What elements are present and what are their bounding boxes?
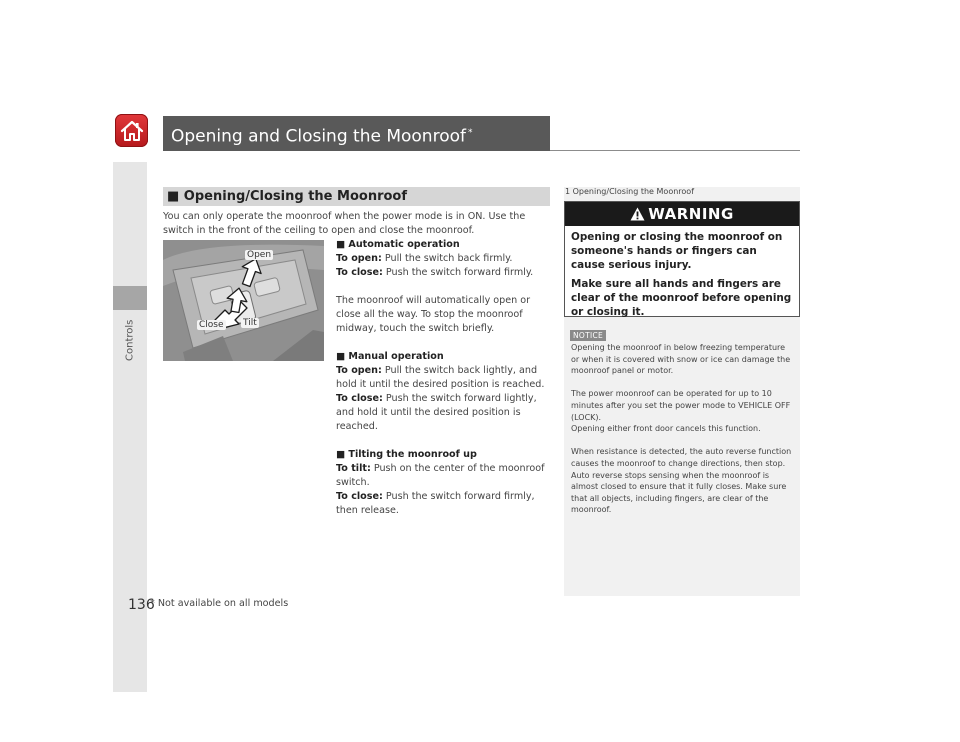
manual-close-line: [336, 392, 552, 434]
warning-body: [565, 226, 799, 319]
warning-box: [564, 201, 800, 317]
page-title-text: Opening and Closing the Moonroof: [171, 126, 466, 147]
auto-open-line: [336, 252, 552, 266]
auto-note: The moonroof will automatically open or close all the way. To stop the moonroof midway, touch the switch briefly.: [336, 295, 531, 334]
switch-drawing: [163, 240, 324, 361]
tilt-close-text: Push the switch forward firmly, then release.: [336, 491, 535, 516]
notice-text: Opening the moonroof in below freezing temperature or when it is covered with snow or ice can damage the moonroof panel or motor.: [571, 343, 791, 376]
manual-close-label: To close:: [336, 393, 383, 404]
footnote: * Not available on all models: [150, 598, 289, 609]
auto-open-text: Pull the switch back firmly.: [381, 253, 513, 264]
auto-close-line: [336, 266, 552, 280]
warning-title: WARNING: [648, 205, 734, 223]
sidebar-reference: 1 Opening/Closing the Moonroof: [565, 187, 695, 196]
page-number: 136: [128, 597, 155, 613]
label-open: Open: [247, 250, 272, 260]
timer-text: The power moonroof can be operated for up to 10 minutes after you set the power mode to VEHICLE OFF (LOCK).: [571, 389, 791, 422]
section-tab-marker: [113, 286, 147, 310]
label-close: Close: [199, 320, 224, 330]
manual-open-line: [336, 364, 552, 392]
warning-text-2: Make sure all hands and fingers are clear of the moonroof before opening or closing it.: [571, 277, 792, 319]
manual-close-text: Push the switch forward lightly, and hold it until the desired position is reached.: [336, 393, 537, 432]
home-button[interactable]: [115, 114, 148, 147]
home-icon: [120, 120, 144, 142]
auto-open-label: To open:: [336, 253, 382, 264]
section-label[interactable]: Controls: [124, 319, 136, 361]
manual-open-text: Pull the switch back lightly, and hold it until the desired position is reached.: [336, 365, 545, 390]
tilt-close-line: [336, 490, 552, 518]
title-footnote-mark: *: [467, 128, 473, 138]
tilt-text: Push on the center of the moonroof switch.: [336, 463, 545, 488]
manual-open-label: To open:: [336, 365, 382, 376]
label-tilt: Tilt: [243, 318, 257, 328]
warning-icon: [630, 207, 645, 221]
door-text: Opening either front door cancels this function.: [571, 424, 761, 434]
tilt-close-label: To close:: [336, 491, 383, 502]
notice-badge: NOTICE: [570, 330, 606, 341]
intro-text: You can only operate the moonroof when the power mode is in ON. Use the switch in the front of the ceiling to open and close the moonroof.: [163, 211, 526, 236]
auto-close-label: To close:: [336, 267, 383, 278]
tilt-heading: ■ Tilting the moonroof up: [336, 449, 477, 460]
instructions: [336, 238, 552, 518]
manual-heading: ■ Manual operation: [336, 351, 444, 362]
warning-header: [565, 202, 799, 226]
auto-heading: ■ Automatic operation: [336, 239, 460, 250]
tilt-label: To tilt:: [336, 463, 371, 474]
sidebar-notes: [571, 342, 795, 516]
auto-reverse-text: When resistance is detected, the auto reverse function causes the moonroof to change directions, then stop. Auto reverse stops sensing when the moonroof is almost closed to ensure that it fully closes. Make sure that all objects, including fingers, are clear of the moonroof.: [571, 447, 792, 515]
warning-text-1: Opening or closing the moonroof on someone's hands or fingers can cause serious injury.: [571, 231, 783, 272]
section-heading: ■ Opening/Closing the Moonroof: [163, 187, 550, 206]
title-rule: [550, 150, 800, 151]
page-title: [163, 116, 550, 151]
tilt-line: [336, 462, 552, 490]
auto-close-text: Push the switch forward firmly.: [382, 267, 534, 278]
moonroof-switch-illustration: [163, 240, 324, 361]
